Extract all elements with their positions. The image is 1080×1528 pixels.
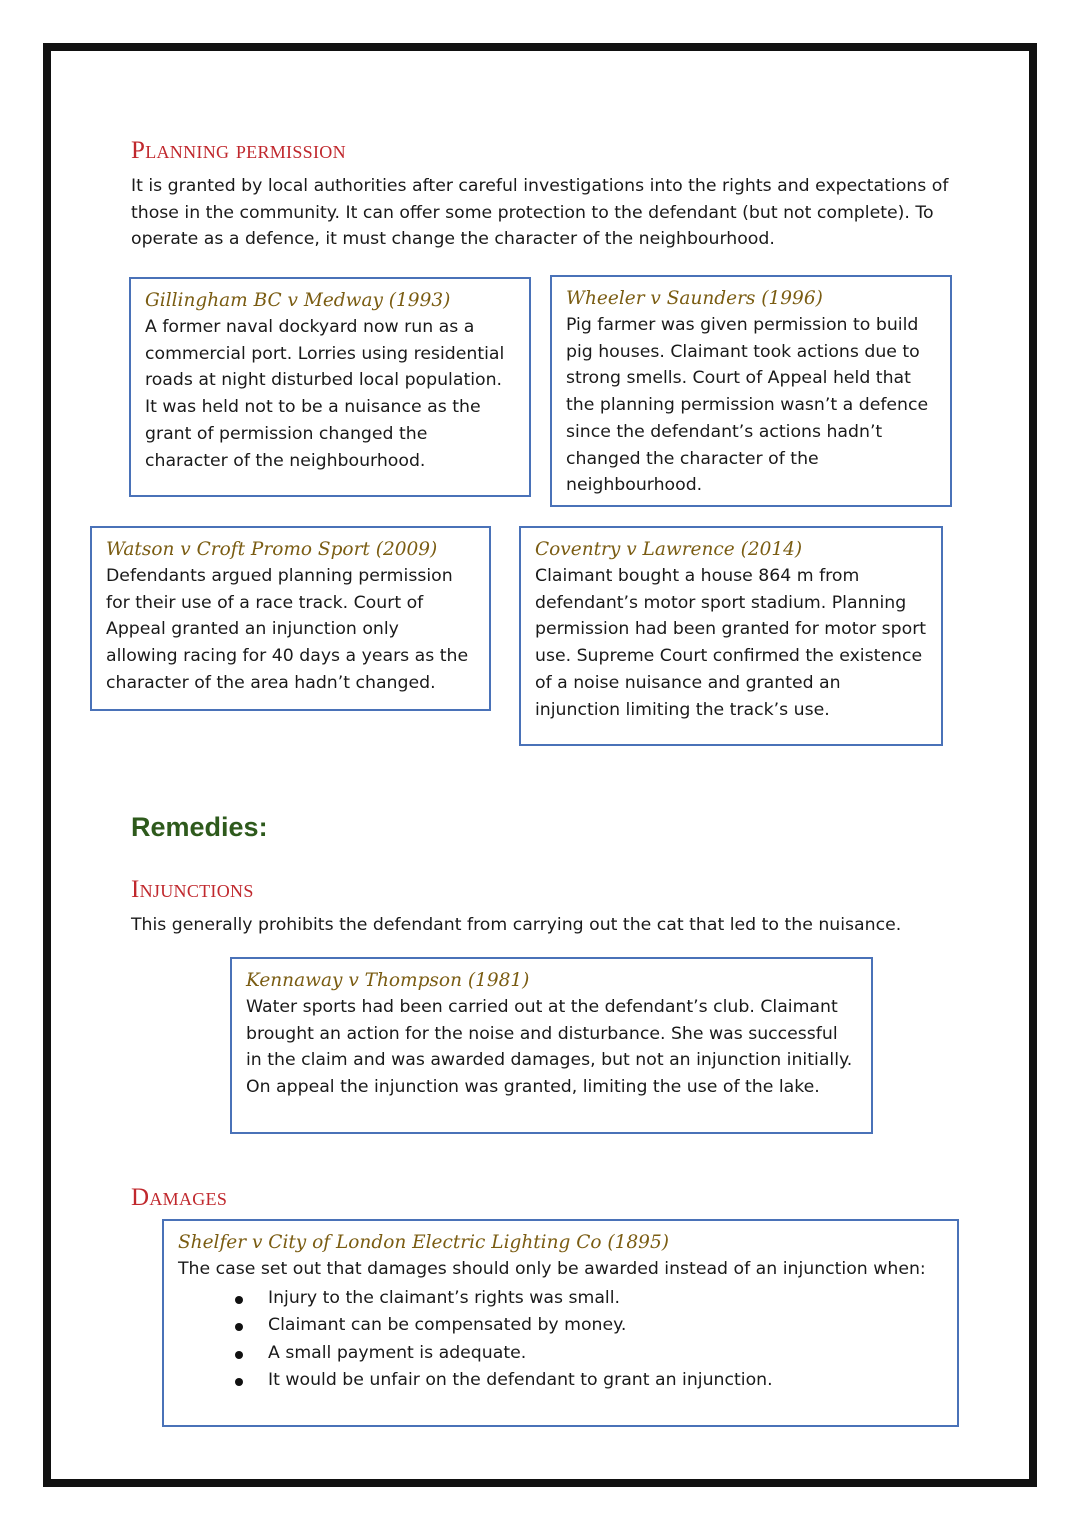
case-box-shelfer <box>162 1219 959 1427</box>
list-item <box>178 1340 943 1368</box>
injunctions-text: This generally prohibits the defendant from carrying out the cat that led to the nuisance. <box>131 915 902 935</box>
case-box-watson <box>90 526 491 711</box>
injunctions-heading: Injunctions <box>131 876 254 903</box>
bullet-icon <box>235 1351 243 1359</box>
case-box-gillingham <box>129 277 531 497</box>
case-box-coventry <box>519 526 943 746</box>
case-text: Water sports had been carried out at the defendant’s club. Claimant brought an action for the noise and disturbance. She was successful in the claim and was awarded damages, but not an injunction initially. On appeal the injunction was granted, limiting the use of the lake. <box>246 997 853 1098</box>
conditions-list <box>178 1285 943 1395</box>
case-box-kennaway <box>230 957 873 1134</box>
case-title: Gillingham BC v Medway (1993) <box>145 290 451 311</box>
list-item <box>178 1367 943 1395</box>
bullet-icon <box>235 1323 243 1331</box>
case-title: Kennaway v Thompson (1981) <box>246 970 530 991</box>
case-box-wheeler <box>550 275 952 507</box>
case-text: Claimant bought a house 864 m from defendant’s motor sport stadium. Planning permission had been granted for motor sport use. Supreme Court confirmed the existence of a noise nuisance and granted an injunction limiting the track’s use. <box>535 566 927 720</box>
damages-heading: Damages <box>131 1184 228 1211</box>
case-text: Defendants argued planning permission for their use of a race track. Court of Appeal granted an injunction only allowing racing for 40 days a years as the character of the area hadn’t changed. <box>106 566 469 693</box>
list-item-text: Injury to the claimant’s rights was small. <box>268 1287 621 1308</box>
case-title: Shelfer v City of London Electric Lighting Co (1895) <box>178 1232 669 1253</box>
bullet-icon <box>235 1296 243 1304</box>
case-text: The case set out that damages should only be awarded instead of an injunction when: <box>178 1259 926 1279</box>
planning-permission-heading: Planning permission <box>131 137 346 164</box>
bullet-icon <box>235 1378 243 1386</box>
list-item-text: It would be unfair on the defendant to grant an injunction. <box>268 1370 773 1391</box>
planning-permission-text: It is granted by local authorities after careful investigations into the rights and expectations of those in the community. It can offer some protection to the defendant (but not complete). To operate as a defence, it must change the character of the neighbourhood. <box>131 176 949 250</box>
case-text: A former naval dockyard now run as a commercial port. Lorries using residential roads at night disturbed local population. It was held not to be a nuisance as the grant of permission changed the character of the neighbourhood. <box>145 317 505 471</box>
case-title: Watson v Croft Promo Sport (2009) <box>106 539 438 560</box>
list-item-text: Claimant can be compensated by money. <box>268 1315 627 1336</box>
case-title: Coventry v Lawrence (2014) <box>535 539 803 560</box>
case-title: Wheeler v Saunders (1996) <box>566 288 823 309</box>
list-item <box>178 1312 943 1340</box>
remedies-heading: Remedies: <box>131 812 268 842</box>
case-text: Pig farmer was given permission to build pig houses. Claimant took actions due to strong smells. Court of Appeal held that the planning permission wasn’t a defence since the defendant’s actions hadn’t changed the character of the neighbourhood. <box>566 315 929 496</box>
list-item-text: A small payment is adequate. <box>268 1342 527 1363</box>
list-item <box>178 1285 943 1313</box>
